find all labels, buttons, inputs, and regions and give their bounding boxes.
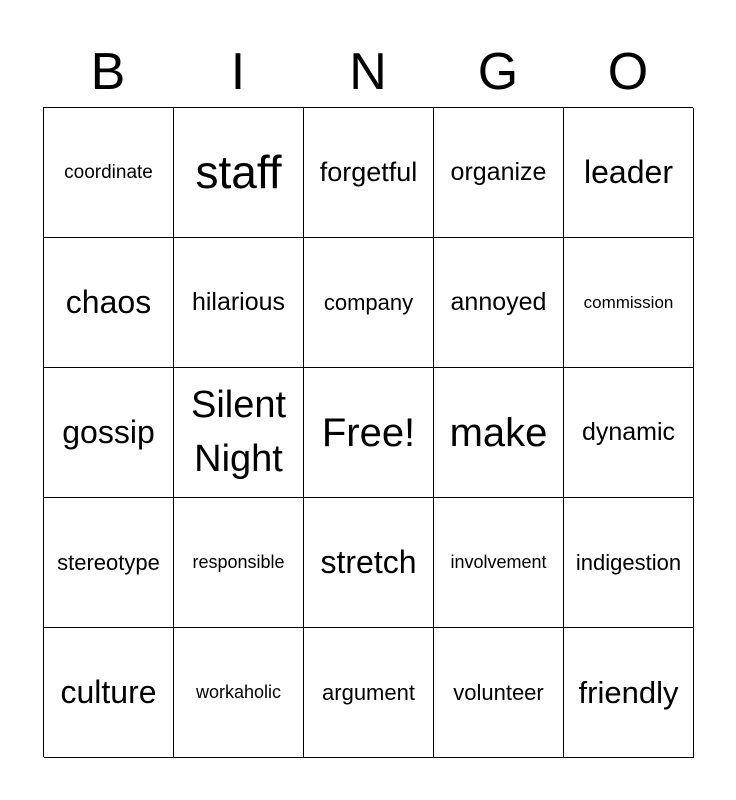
bingo-cell[interactable] [174, 628, 304, 758]
bingo-cell[interactable] [564, 628, 694, 758]
cell-label: make [449, 410, 548, 455]
bingo-cell[interactable] [174, 108, 304, 238]
cell-label: dynamic [581, 418, 676, 446]
cell-label: involvement [450, 552, 547, 572]
cell-label: organize [450, 158, 547, 186]
cell-label: commission [583, 292, 674, 312]
bingo-cell[interactable] [564, 368, 694, 498]
cell-label: culture [60, 673, 157, 710]
cell-label: workaholic [195, 682, 282, 702]
cell-label: Silent Night [190, 384, 287, 480]
bingo-cell[interactable] [174, 238, 304, 368]
cell-label: stereotype [57, 549, 160, 575]
bingo-cell[interactable] [304, 498, 434, 628]
cell-label: gossip [62, 413, 155, 450]
bingo-cell[interactable] [174, 368, 304, 498]
bingo-cell[interactable] [434, 498, 564, 628]
header-letter-b: B [90, 43, 126, 101]
cell-label: annoyed [450, 288, 547, 316]
bingo-cell[interactable] [44, 628, 174, 758]
cell-label: staff [195, 146, 282, 199]
bingo-cell[interactable] [174, 498, 304, 628]
bingo-cell[interactable] [434, 108, 564, 238]
bingo-cell[interactable] [434, 238, 564, 368]
bingo-cell[interactable] [564, 108, 694, 238]
bingo-cell[interactable] [44, 108, 174, 238]
cell-label: hilarious [191, 288, 286, 316]
bingo-header [43, 36, 693, 108]
cell-label: indigestion [575, 549, 682, 575]
bingo-cell[interactable] [44, 498, 174, 628]
bingo-cell[interactable] [304, 368, 434, 498]
bingo-cell[interactable] [564, 238, 694, 368]
header-letter-n: N [349, 43, 387, 101]
bingo-cell[interactable] [44, 238, 174, 368]
bingo-cell[interactable] [304, 108, 434, 238]
cell-label: coordinate [64, 161, 153, 183]
header-letter-i: I [230, 43, 246, 101]
bingo-cell[interactable] [304, 238, 434, 368]
bingo-cell[interactable] [44, 368, 174, 498]
cell-label: Free! [321, 410, 416, 455]
cell-label: chaos [65, 283, 152, 320]
cell-label: volunteer [453, 679, 544, 705]
cell-label: friendly [578, 674, 679, 710]
cell-label: responsible [192, 552, 285, 572]
header-letter-g: G [477, 43, 519, 101]
cell-label: company [323, 289, 414, 315]
cell-label: argument [322, 679, 415, 705]
bingo-board [43, 107, 693, 757]
header-letter-o: O [607, 43, 649, 101]
cell-label: forgetful [319, 157, 418, 187]
cell-label: leader [584, 153, 673, 190]
bingo-cell[interactable] [304, 628, 434, 758]
bingo-cell[interactable] [434, 368, 564, 498]
bingo-cell[interactable] [434, 628, 564, 758]
cell-label: stretch [320, 543, 417, 580]
bingo-cell[interactable] [564, 498, 694, 628]
